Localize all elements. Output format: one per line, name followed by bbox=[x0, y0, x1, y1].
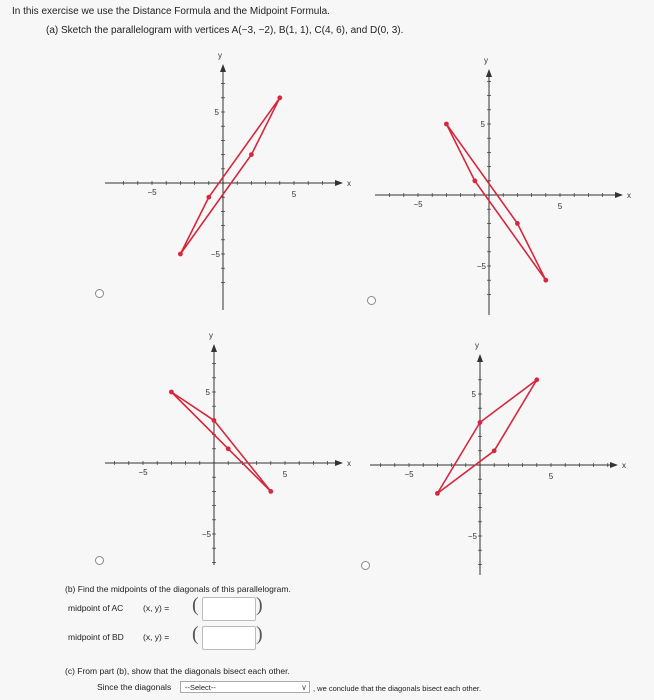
vertex-2 bbox=[212, 418, 217, 423]
graph-svg-3 bbox=[105, 330, 355, 565]
y-axis-arrow bbox=[477, 354, 483, 362]
x-axis-arrow bbox=[615, 192, 623, 198]
y-axis-arrow bbox=[486, 69, 492, 77]
xy-equals-ac: (x, y) = bbox=[143, 603, 170, 613]
vertex-4 bbox=[478, 420, 483, 425]
graph-option-2[interactable] bbox=[375, 55, 635, 315]
x-axis-label: x bbox=[622, 461, 626, 470]
x-axis-label: x bbox=[347, 179, 351, 188]
parallelogram bbox=[437, 380, 536, 494]
vertex-3 bbox=[268, 489, 273, 494]
y-tick-label-neg5: −5 bbox=[476, 262, 486, 271]
vertex-1 bbox=[178, 252, 183, 257]
left-paren-ac: ( bbox=[192, 594, 199, 616]
y-tick-label-5: 5 bbox=[480, 120, 485, 129]
x-tick-label-5: 5 bbox=[557, 202, 563, 211]
x-tick-label-5: 5 bbox=[291, 190, 297, 199]
midpoint-bd-label: midpoint of BD bbox=[68, 632, 124, 642]
vertex-4 bbox=[515, 221, 520, 226]
x-tick-label-neg5: −5 bbox=[138, 468, 148, 477]
x-axis-arrow bbox=[335, 460, 343, 466]
radio-option-4[interactable] bbox=[361, 561, 370, 570]
vertex-1 bbox=[444, 122, 449, 127]
x-tick-label-neg5: −5 bbox=[413, 200, 423, 209]
x-tick-label-neg5: −5 bbox=[147, 188, 157, 197]
intro-text: In this exercise we use the Distance Formula and the Midpoint Formula. bbox=[12, 6, 330, 17]
vertex-4 bbox=[226, 446, 231, 451]
part-c-text: (c) From part (b), show that the diagonals bisect each other. bbox=[65, 666, 290, 676]
graph-option-4[interactable] bbox=[370, 340, 630, 575]
part-b-text: (b) Find the midpoints of the diagonals of this parallelogram. bbox=[65, 584, 291, 594]
graph-option-3[interactable] bbox=[105, 330, 355, 565]
left-paren-bd: ( bbox=[192, 623, 199, 645]
vertex-2 bbox=[492, 448, 497, 453]
x-axis-arrow bbox=[610, 462, 618, 468]
parallelogram bbox=[180, 98, 279, 254]
y-tick-label-neg5: −5 bbox=[210, 250, 220, 259]
y-tick-label-neg5: −5 bbox=[467, 532, 477, 541]
graph-svg-4 bbox=[370, 340, 630, 575]
y-tick-label-5: 5 bbox=[471, 390, 476, 399]
radio-option-2[interactable] bbox=[367, 296, 376, 305]
y-tick-label-neg5: −5 bbox=[201, 530, 211, 539]
y-axis-arrow bbox=[211, 344, 217, 352]
vertex-4 bbox=[249, 152, 254, 157]
radio-option-1[interactable] bbox=[95, 289, 104, 298]
y-axis-label: y bbox=[484, 56, 488, 65]
part-a-text: (a) Sketch the parallelogram with vertices A(−3, −2), B(1, 1), C(4, 6), and D(0, 3). bbox=[46, 25, 404, 36]
x-axis-label: x bbox=[627, 191, 631, 200]
vertex-2 bbox=[472, 178, 477, 183]
parallelogram bbox=[171, 392, 270, 491]
select-value: --Select-- bbox=[185, 683, 216, 692]
graph-svg-2 bbox=[375, 55, 635, 315]
xy-equals-bd: (x, y) = bbox=[143, 632, 170, 642]
right-paren-bd: ) bbox=[256, 623, 263, 645]
graph-svg-1 bbox=[105, 50, 355, 310]
vertex-3 bbox=[277, 95, 282, 100]
y-axis-label: y bbox=[475, 341, 479, 350]
radio-option-3[interactable] bbox=[95, 556, 104, 565]
diagonals-select[interactable] bbox=[180, 681, 310, 693]
y-axis-label: y bbox=[218, 51, 222, 60]
x-tick-label-neg5: −5 bbox=[404, 470, 414, 479]
midpoint-ac-input[interactable] bbox=[202, 597, 256, 621]
vertex-3 bbox=[543, 278, 548, 283]
y-tick-label-5: 5 bbox=[214, 108, 219, 117]
right-paren-ac: ) bbox=[256, 594, 263, 616]
parallelogram bbox=[446, 124, 545, 280]
vertex-3 bbox=[534, 377, 539, 382]
graph-option-1[interactable] bbox=[105, 50, 355, 310]
conclude-text: , we conclude that the diagonals bisect each other. bbox=[313, 684, 482, 693]
vertex-2 bbox=[206, 195, 211, 200]
x-axis-arrow bbox=[335, 180, 343, 186]
y-tick-label-5: 5 bbox=[205, 388, 210, 397]
y-axis-arrow bbox=[220, 64, 226, 72]
x-tick-label-5: 5 bbox=[548, 472, 554, 481]
y-axis-label: y bbox=[209, 331, 213, 340]
vertex-1 bbox=[169, 390, 174, 395]
midpoint-ac-label: midpoint of AC bbox=[68, 603, 124, 613]
x-axis-label: x bbox=[347, 459, 351, 468]
since-text: Since the diagonals bbox=[97, 682, 172, 692]
x-tick-label-5: 5 bbox=[282, 470, 288, 479]
vertex-1 bbox=[435, 491, 440, 496]
midpoint-bd-input[interactable] bbox=[202, 626, 256, 650]
chevron-down-icon: ∨ bbox=[301, 683, 307, 692]
